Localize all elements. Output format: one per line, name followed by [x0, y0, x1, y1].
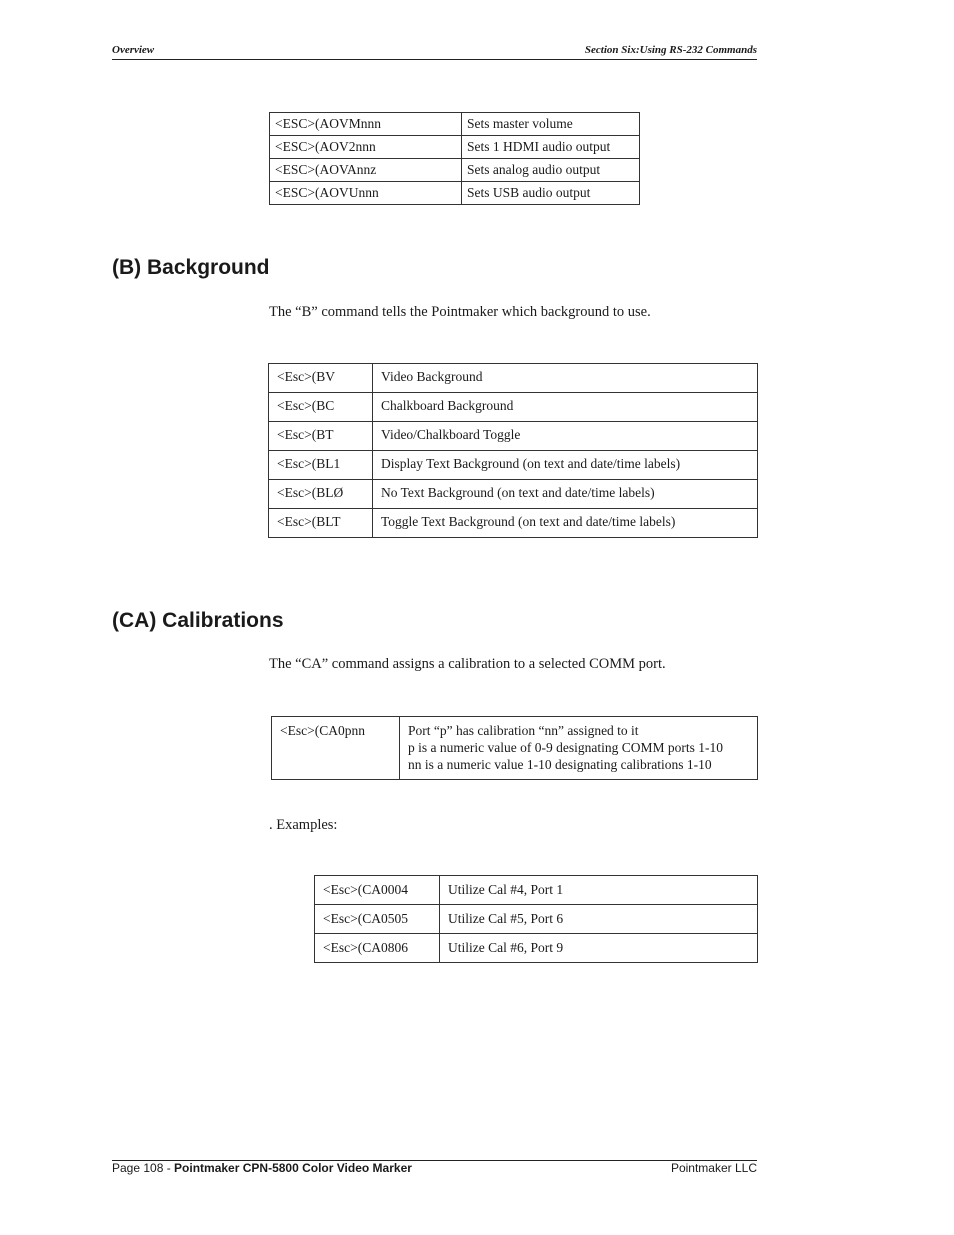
table-row: [270, 136, 640, 159]
description-cell: [400, 717, 758, 780]
table-row: [270, 182, 640, 205]
description-cell: Toggle Text Background (on text and date/time labels): [373, 509, 758, 538]
command-cell: <Esc>(CA0505: [315, 905, 440, 934]
page-header: [112, 43, 757, 60]
description-cell: No Text Background (on text and date/time labels): [373, 480, 758, 509]
command-cell: <ESC>(AOV2nnn: [270, 136, 462, 159]
background-command-table: [268, 363, 758, 538]
table-row: [269, 509, 758, 538]
table-row: [269, 451, 758, 480]
table-row: [315, 905, 758, 934]
footer-company: Pointmaker LLC: [670, 1161, 757, 1175]
calibrations-heading: (CA) Calibrations: [112, 609, 284, 632]
header-chapter-title: Section Six:Using RS-232 Commands: [584, 44, 757, 56]
description-cell: Sets analog audio output: [462, 159, 640, 182]
examples-label: . Examples:: [269, 817, 338, 833]
command-cell: <Esc>(CA0004: [315, 876, 440, 905]
background-heading: (B) Background: [112, 256, 270, 279]
description-line: p is a numeric value of 0-9 designating COMM ports 1-10: [408, 740, 723, 755]
command-cell: <Esc>(CA0806: [315, 934, 440, 963]
table-row: [272, 717, 758, 780]
footer-page-info: [112, 1161, 412, 1175]
table-row: [269, 422, 758, 451]
table-row: [315, 934, 758, 963]
description-cell: Video Background: [373, 364, 758, 393]
command-cell: <ESC>(AOVUnnn: [270, 182, 462, 205]
table-row: [270, 159, 640, 182]
description-line: nn is a numeric value 1-10 designating calibrations 1-10: [408, 757, 712, 772]
description-cell: Utilize Cal #6, Port 9: [440, 934, 758, 963]
description-cell: Sets 1 HDMI audio output: [462, 136, 640, 159]
table-row: [269, 393, 758, 422]
command-cell: <ESC>(AOVMnnn: [270, 113, 462, 136]
command-cell: <Esc>(BT: [269, 422, 373, 451]
table-row: [269, 480, 758, 509]
description-line: Port “p” has calibration “nn” assigned to it: [408, 723, 639, 738]
calibrations-intro: The “CA” command assigns a calibration to a selected COMM port.: [269, 656, 666, 672]
description-cell: Utilize Cal #4, Port 1: [440, 876, 758, 905]
command-cell: <ESC>(AOVAnnz: [270, 159, 462, 182]
audio-command-table: [269, 112, 640, 205]
description-cell: Display Text Background (on text and date/time labels): [373, 451, 758, 480]
footer-product-name: Pointmaker CPN-5800 Color Video Marker: [174, 1161, 412, 1175]
description-cell: Sets USB audio output: [462, 182, 640, 205]
footer-page-number: Page 108 -: [112, 1161, 175, 1175]
command-cell: <Esc>(CA0pnn: [272, 717, 400, 780]
calibration-command-table: [271, 716, 758, 780]
command-cell: <Esc>(BLT: [269, 509, 373, 538]
command-cell: <Esc>(BC: [269, 393, 373, 422]
examples-table: [314, 875, 758, 963]
table-row: [270, 113, 640, 136]
description-cell: Video/Chalkboard Toggle: [373, 422, 758, 451]
description-cell: Chalkboard Background: [373, 393, 758, 422]
description-cell: Sets master volume: [462, 113, 640, 136]
description-cell: Utilize Cal #5, Port 6: [440, 905, 758, 934]
page-footer: [112, 1160, 757, 1179]
table-row: [315, 876, 758, 905]
command-cell: <Esc>(BLØ: [269, 480, 373, 509]
header-section-title: Overview: [112, 44, 155, 56]
command-cell: <Esc>(BL1: [269, 451, 373, 480]
table-row: [269, 364, 758, 393]
background-intro: The “B” command tells the Pointmaker which background to use.: [269, 304, 651, 320]
command-cell: <Esc>(BV: [269, 364, 373, 393]
